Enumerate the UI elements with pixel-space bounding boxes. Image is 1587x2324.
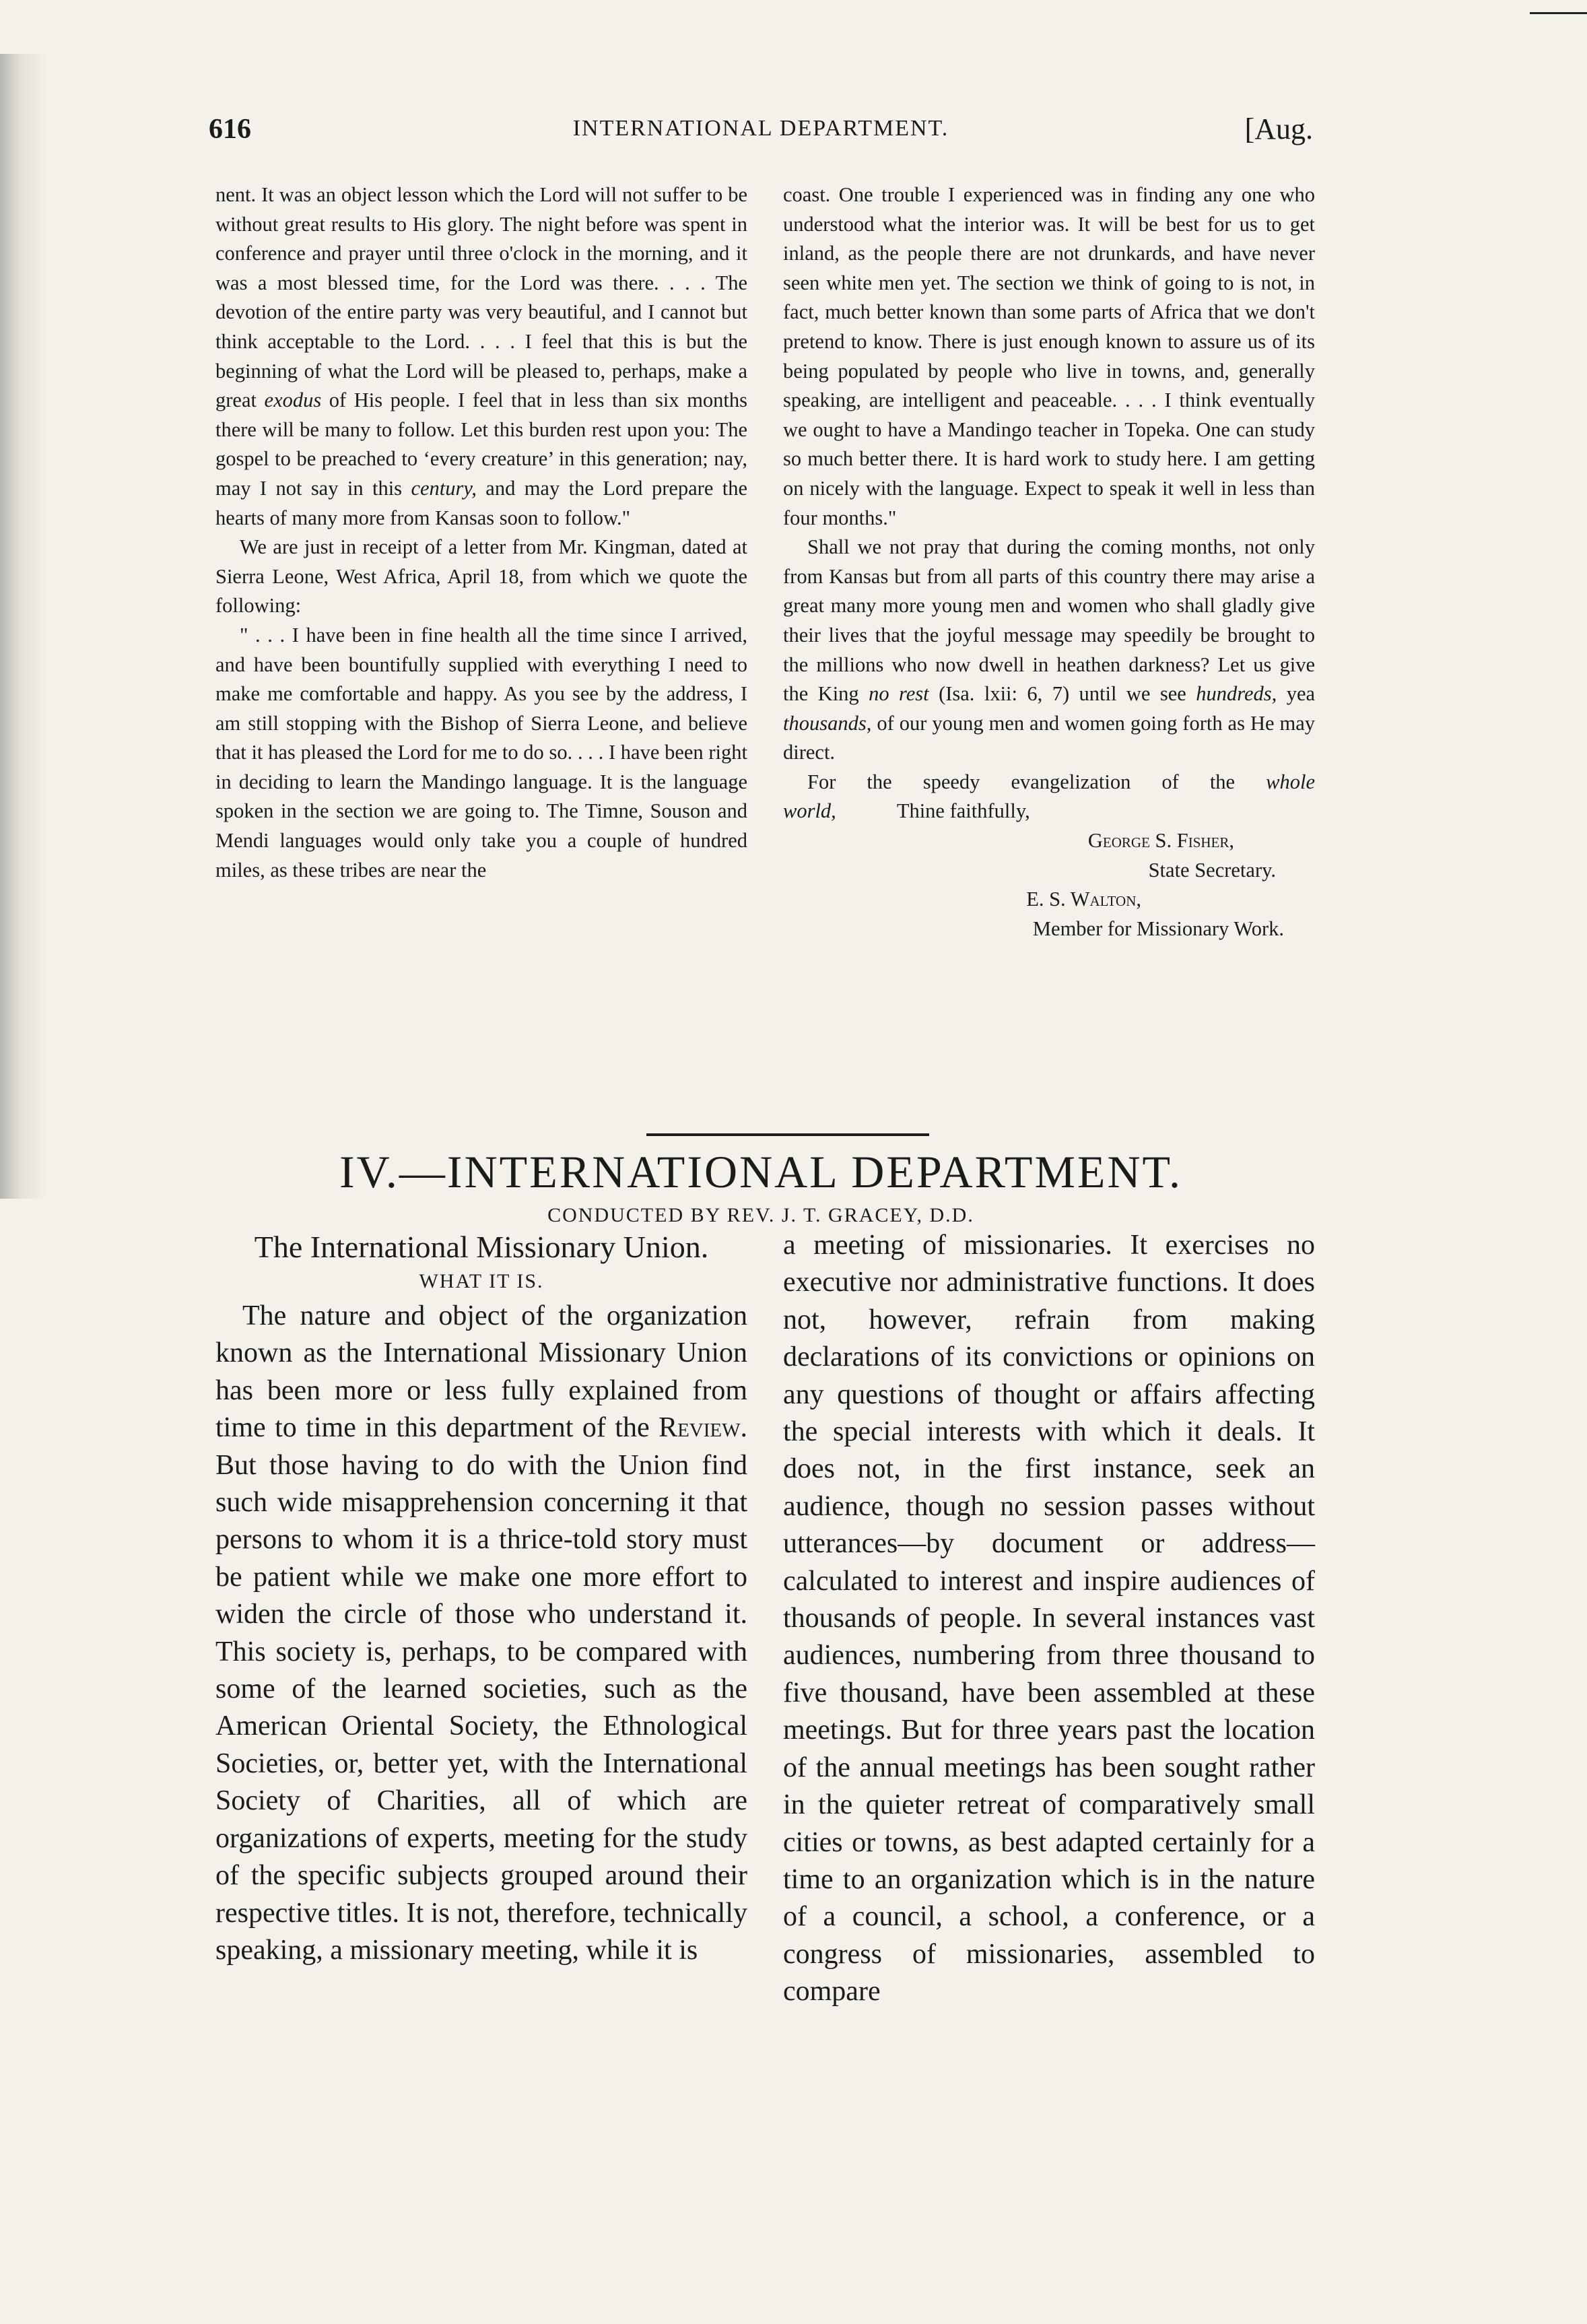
italic-text: century, [411, 476, 477, 500]
signature-title: Member for Missionary Work. [1032, 917, 1284, 940]
text-run: But those having to do with the Union find such wide misapprehension concerning it that persons to whom it is a thrice-told story must be patient while we make one more effort to widen the circle of those who understand it. This society is, perhaps, to be compared with some of the learned societies, such as the American Oriental Society, the Ethnological Societies, or, better yet, with the International Society of Charities, all of which are organizations of experts, meeting for the study of the specific subjects grouped around their respective titles. It is not, therefore, technically speaking, a missionary meeting, while it is [215, 1449, 747, 1966]
page-number: 616 [209, 114, 251, 145]
paragraph: a meeting of missionaries. It exercises no executive nor administrative functions. It does not, however, refrain from making declarations of its convictions or opinions on any questions of thought or affairs affecting the special interests with which it deals. It does not, in the first instance, seek an audience, though no session passes without utterances—by document or address—calculated to interest and inspire audiences of thousands of people. In several instances vast audiences, numbering from three thousand to five thousand, have been assembled at these meetings. But for three years past the location of the annual meetings has been sought rather in the quieter retreat of comparatively small cities or towns, as best adapted certainly for a time to an organization which is in the nature of a council, a school, a conference, or a congress of missionaries, assembled to compare [783, 1230, 1315, 2007]
lower-right-column [783, 1227, 1315, 2011]
running-head: INTERNATIONAL DEPARTMENT. [572, 116, 949, 141]
paragraph [783, 533, 1315, 768]
paragraph [215, 180, 747, 533]
upper-right-column [783, 180, 1315, 943]
text-run: For the speedy evangelization of the [807, 770, 1236, 793]
closing: Thine faithfully, [896, 799, 1030, 823]
upper-left-column [215, 180, 747, 885]
section-divider [646, 1133, 929, 1136]
paragraph: coast. One trouble I experienced was in finding any one who understood what the interior was. It will be best for us to get inland, as the people there are not drunkards, and have never seen white men yet. The section we think of going to is not, in fact, much better known than some parts of Africa that we don't pretend to know. There is just enough known to assure us of its being populated by people who live in towns, and, generally speaking, are intelligent and peaceable. . . . I think eventually we ought to have a Mandingo teacher in Topeka. One can study so much better there. It is hard work to study here. I am getting on nicely with the language. Expect to speak it well in less than four months." [783, 183, 1315, 529]
section-editor-line: CONDUCTED BY REV. J. T. GRACEY, D.D. [547, 1204, 974, 1226]
paragraph: We are just in receipt of a letter from Mr. Kingman, dated at Sierra Leone, West Africa, April 18, from which we quote the following: [215, 535, 747, 618]
text-run: of our young men and women going forth as He may direct. [783, 711, 1315, 764]
signature-name: E. S. Walton, [1026, 888, 1141, 911]
corner-rule [1530, 12, 1587, 14]
text-run: The nature and object of the organization known as the International Missionary Union has been more or less fully explained from time to time in this department of the [215, 1300, 747, 1444]
article-title: The International Missionary Union. [254, 1230, 709, 1264]
text-run: yea [1286, 682, 1316, 706]
italic-text: whole world, [783, 770, 1316, 823]
signature-title: State Secretary. [1148, 858, 1276, 882]
text-run: (Isa. lxii: 6, 7) until we see [939, 682, 1186, 706]
article-subtitle: WHAT IT IS. [419, 1270, 544, 1292]
text-run: of His people. I feel that in less than six months there will be many to follow. Let this burden rest upon you: The gospel to be preached to ‘every creature’ in this generation; nay, may I not say in this [215, 389, 748, 500]
text-run: Shall we not pray that during the coming months, not only from Kansas but from all parts of this country there may arise a great many more young men and women who shall gladly give their lives that the joyful message may speedily be brought to the millions who now dwell in heathen darkness? Let us give the King [783, 535, 1315, 706]
section-title: IV.—INTERNATIONAL DEPARTMENT. [339, 1146, 1183, 1197]
italic-text: thousands, [783, 711, 872, 735]
paragraph: " . . . I have been in fine health all the time since I arrived, and have been bountifully supplied with everything I need to make me comfortable and happy. As you see by the address, I am still stopping with the Bishop of Sierra Leone, and believe that it has pleased the Lord for me to do so. . . . I have been right in deciding to learn the Mandingo language. It is the language spoken in the section we are going to. The Timne, Souson and Mendi languages would only take you a couple of hundred miles, as these tribes are near the [215, 623, 747, 882]
italic-text: hundreds, [1196, 682, 1277, 706]
italic-text: exodus [264, 389, 322, 412]
header-month: [Aug. [1244, 112, 1313, 145]
page-edge-shadow [0, 54, 47, 1199]
paragraph [215, 1298, 747, 1969]
text-run: nent. It was an object lesson which the Lord will not suffer to be without great results to His glory. The night before was spent in conference and prayer until three o'clock in the morning, and it was a most blessed time, for the Lord was there. . . . The devotion of the entire party was very beautiful, and I cannot but think acceptable to the Lord. . . . I feel that this is but the beginning of what the Lord will be pleased to, perhaps, make a great [215, 183, 747, 412]
text-run: and may the Lord prepare the hearts of many more from Kansas soon to follow." [215, 476, 748, 529]
signature-block [783, 826, 1315, 943]
italic-text: no rest [869, 682, 929, 706]
page-header [209, 113, 1313, 160]
paragraph [783, 768, 1315, 826]
lower-left-column [215, 1298, 747, 1969]
journal-name: Review. [659, 1412, 747, 1444]
signature-name: George S. Fisher, [1087, 829, 1234, 853]
